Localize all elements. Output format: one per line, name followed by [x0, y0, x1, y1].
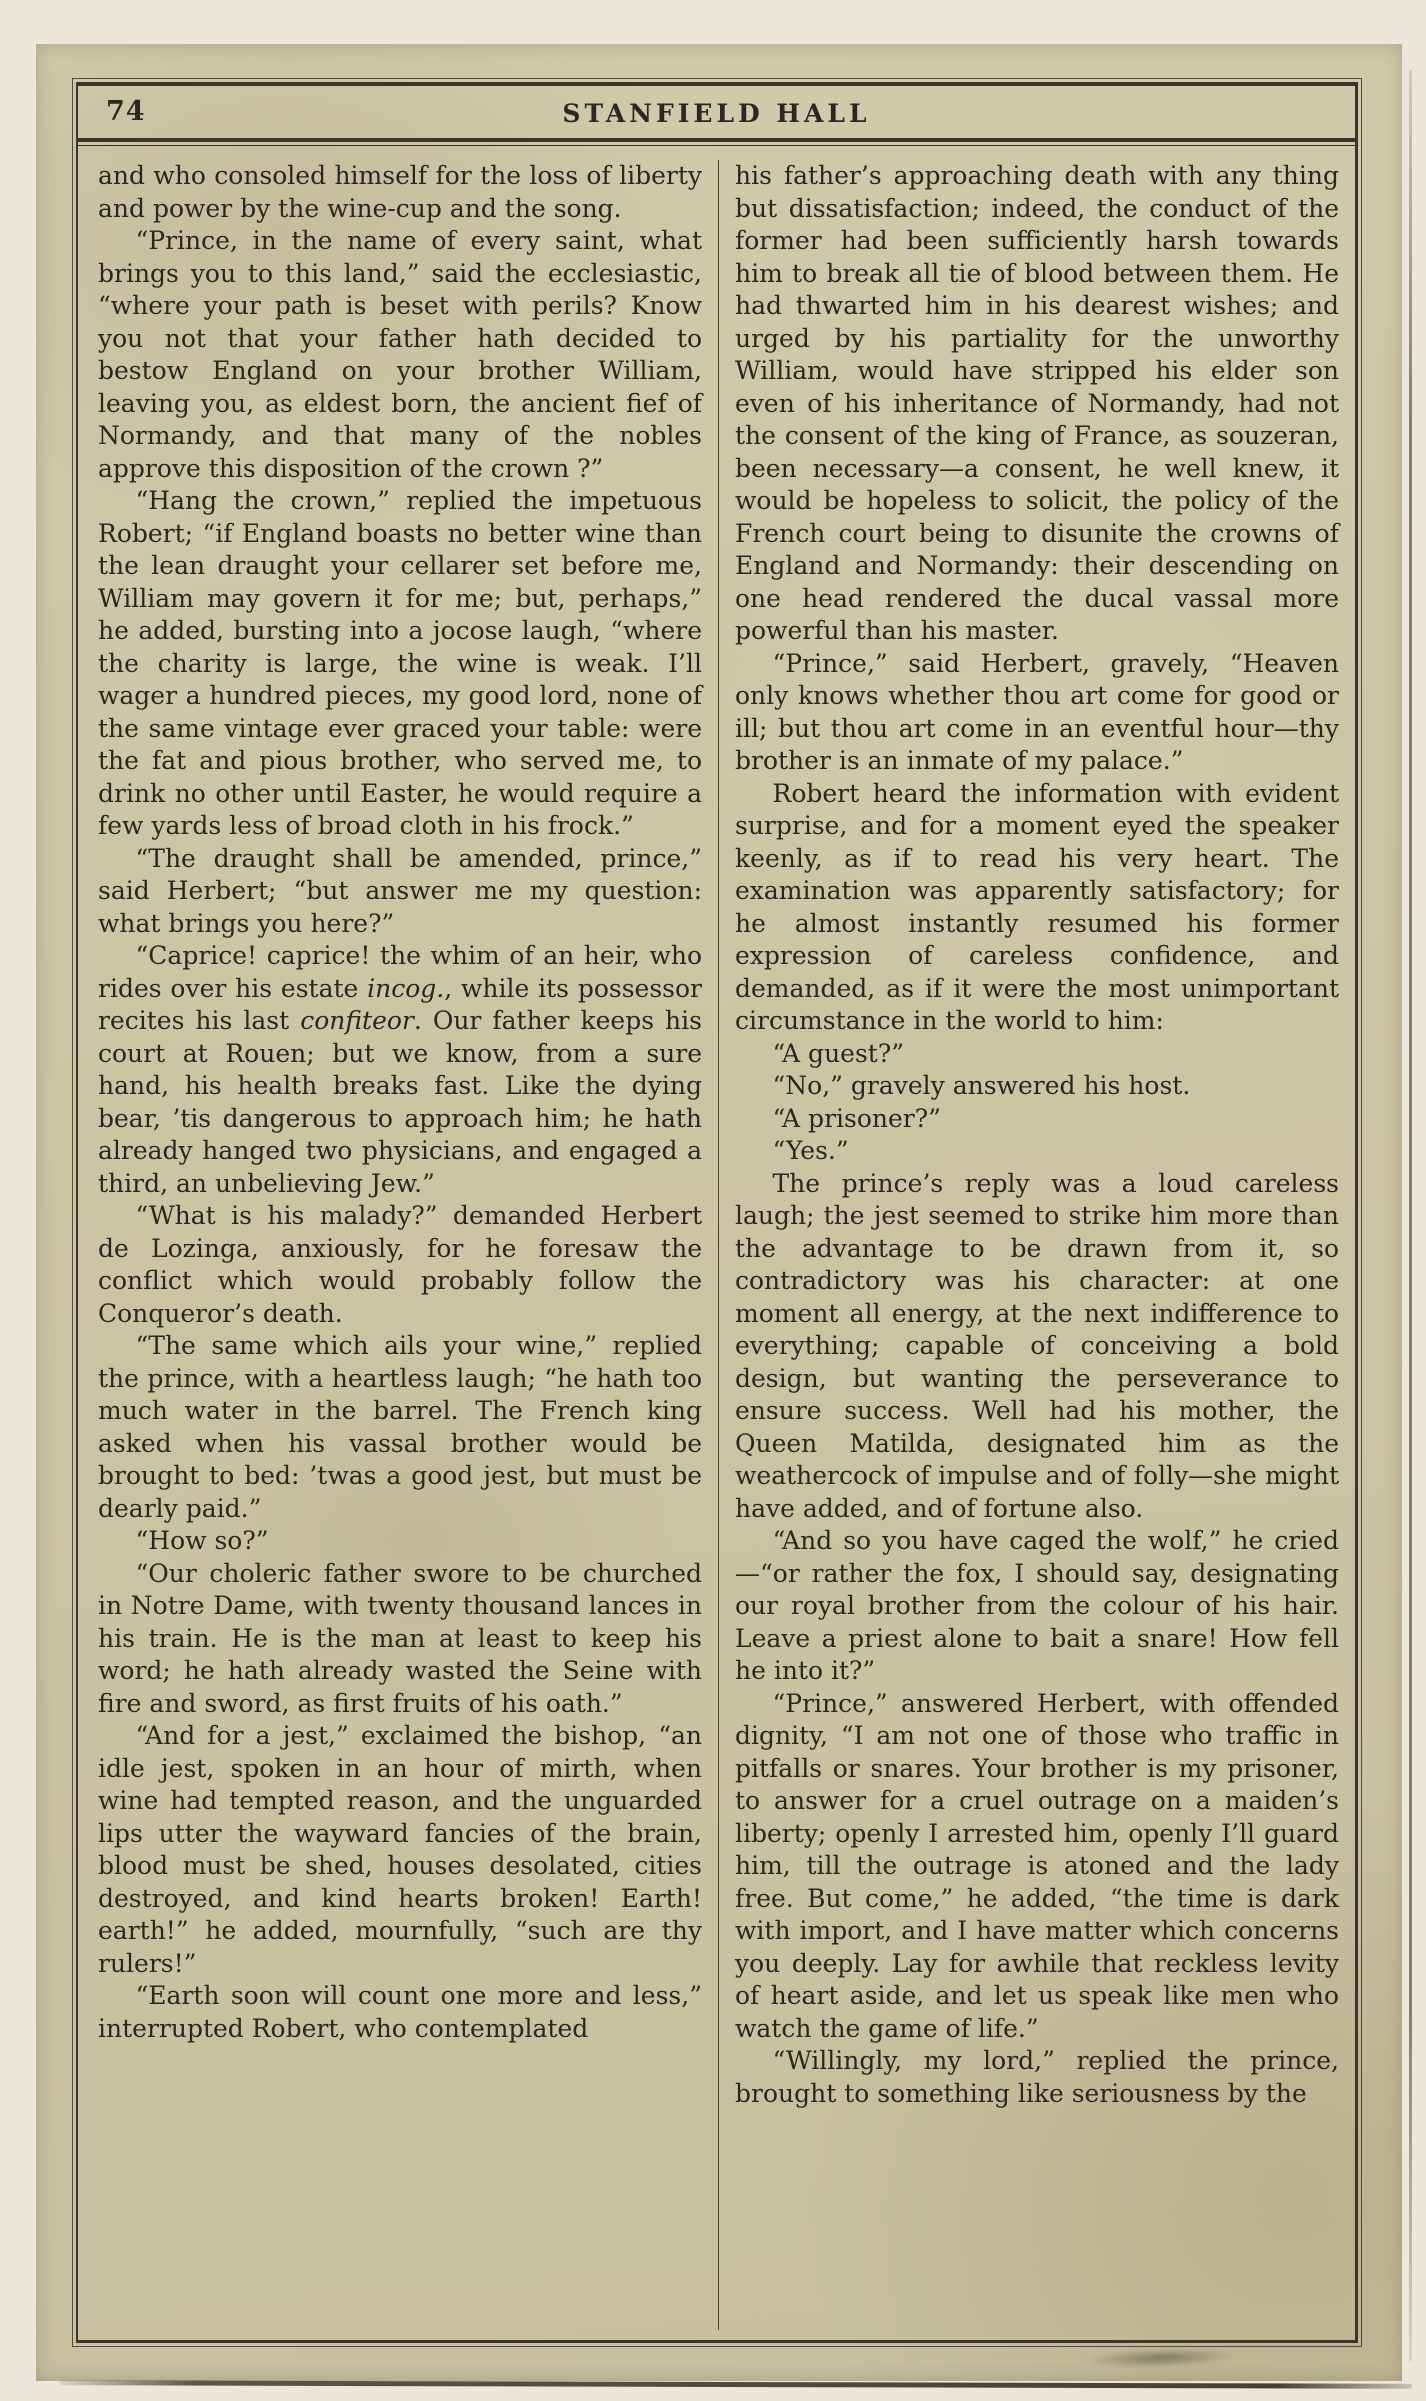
page-frame — [72, 78, 1362, 2347]
paragraph: Robert heard the information with evident surprise, and for a moment eyed the speaker keenly, as if to read his very heart. The examination was apparently satisfactory; for he almost instantly resumed his former expression of careless confidence, and demanded, as if it were the most unimportant circumstance in the world to him: — [735, 778, 1339, 1035]
paragraph: “No,” gravely answered his host. — [772, 1071, 1191, 1100]
page-number: 74 — [106, 96, 146, 127]
paragraph: “Prince, in the name of every saint, what brings you to this land,” said the ecclesiastic, “where your path is beset with perils? Know you not that your father hath decided to bestow England on your brother William, leaving you, as eldest born, the ancient fief of Normandy, and that many of the nobles approve this disposition of the crown ?” — [98, 226, 702, 483]
paragraph: “Earth soon will count one more and less,” interrupted Robert, who contemplated — [98, 1981, 702, 2043]
page-bottom-edge — [60, 2380, 1412, 2389]
page-frame-inner — [76, 82, 1358, 2343]
paragraph: “Willingly, my lord,” replied the prince, brought to something like seriousness by the — [735, 2046, 1339, 2108]
left-column — [98, 160, 702, 2330]
paragraph: “A guest?” — [772, 1038, 905, 1068]
paragraph: his father’s approaching death with any thing but dissatisfaction; indeed, the conduct of the former had been sufficiently harsh towards him to break all tie of blood between them. He had thwarted him in his dearest wishes; and urged by his partiality for the unworthy William, would have stripped his elder son even of his inheritance of Normandy, had not the consent of the king of France, as souzeran, been necessary—a consent, he well knew, it would be hopeless to solicit, the policy of the French court being to disunite the crowns of England and Normandy: their descending on one head rendered the ducal vassal more powerful than his master. — [735, 161, 1339, 645]
page-title: STANFIELD HALL — [562, 99, 871, 128]
header-rule — [78, 138, 1355, 146]
paragraph: “The draught shall be amended, prince,” said Herbert; “but answer me my question: what brings you here?” — [98, 843, 702, 938]
paragraph: “Yes.” — [772, 1136, 849, 1165]
paragraph: “And so you have caged the wolf,” he cried—“or rather the fox, I should say, designating our royal brother from the colour of his hair. Leave a priest alone to bait a snare! How fell he into it?” — [735, 1526, 1339, 1685]
paragraph: “Prince,” said Herbert, gravely, “Heaven only knows whether thou art come for good or ill; but thou art come in an eventful hour—thy brother is an inmate of my palace.” — [735, 648, 1339, 775]
running-head — [78, 86, 1355, 138]
paragraph: “And for a jest,” exclaimed the bishop, “an idle jest, spoken in an hour of mirth, when wine had tempted reason, and the unguarded lips utter the wayward fancies of the brain, blood must be shed, houses desolated, cities destroyed, and kind hearts broken! Earth! earth!” he added, mournfully, “such are thy rulers!” — [98, 1721, 702, 1978]
paragraph: “Hang the crown,” replied the impetuous Robert; “if England boasts no better wine than the lean draught your cellarer set before me, William may govern it for me; but, perhaps,” he added, bursting into a jocose laugh, “where the charity is large, the wine is weak. I’ll wager a hundred pieces, my good lord, none of the same vintage ever graced your table: were the fat and pious brother, who served me, to drink no other until Easter, he would require a few yards less of broad cloth in his frock.” — [98, 486, 702, 840]
paragraph: “How so?” — [135, 1526, 269, 1555]
text-columns — [78, 146, 1355, 2340]
right-column — [735, 160, 1339, 2330]
paragraph: and who consoled himself for the loss of liberty and power by the wine-cup and the song. — [98, 161, 702, 223]
paragraph: “Our choleric father swore to be churched in Notre Dame, with twenty thousand lances in his train. He is the man at least to keep his word; he hath already wasted the Seine with fire and sword, as first fruits of his oath.” — [98, 1558, 702, 1718]
column-divider — [718, 160, 719, 2330]
paragraph: “Prince,” answered Herbert, with offended dignity, “I am not one of those who traffic in pitfalls or snares. Your brother is my prisoner, to answer for a cruel outrage on a maiden’s liberty; openly I arrested him, openly I’ll guard him, till the outrage is atoned and the lady free. But come,” he added, “the time is dark with import, and I have matter which concerns you deeply. Lay for awhile that reckless levity of heart aside, and let us speak like men who watch the game of life.” — [735, 1688, 1339, 2043]
paragraph: “A prisoner?” — [772, 1103, 941, 1133]
page-right-edge — [1409, 70, 1412, 2361]
paragraph: “The same which ails your wine,” replied the prince, with a heartless laugh; “he hath too much water in the barrel. The French king asked when his vassal brother would be brought to bed: ’twas a good jest, but must be dearly paid.” — [98, 1331, 702, 1523]
paragraph: The prince’s reply was a loud careless laugh; the jest seemed to strike him more than the advantage to be drawn from it, so contradictory was his character: at one moment all energy, at the next indifference to everything; capable of conceiving a bold design, but wanting the perseverance to ensure success. Well had his mother, the Queen Matilda, designated him as the weathercock of impulse and of folly—she might have added, and of fortune also. — [735, 1168, 1339, 1523]
paragraph: “What is his malady?” demanded Herbert de Lozinga, anxiously, for he foresaw the conflict which would probably follow the Conqueror’s death. — [98, 1201, 702, 1328]
paper — [36, 44, 1402, 2381]
paragraph: “Caprice! caprice! the whim of an heir, who rides over his estate incog., while its possessor recites his last confiteor. Our father keeps his court at Rouen; but we know, from a sure hand, his health breaks fast. Like the dying bear, ’tis dangerous to approach him; he hath already hanged two physicians, and engaged a third, an unbelieving Jew.” — [98, 941, 702, 1198]
